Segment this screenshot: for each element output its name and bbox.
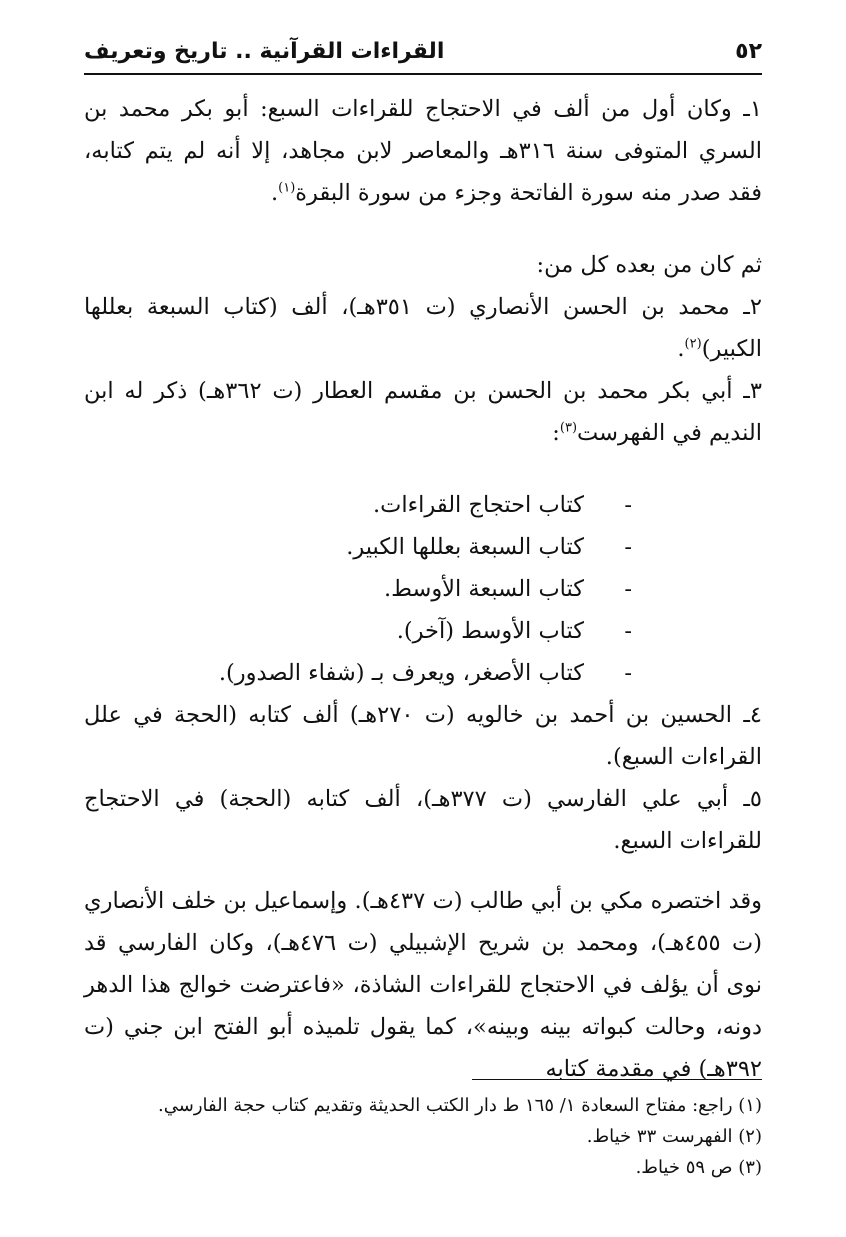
paragraph-4-text: ٣ـ أبي بكر محمد بن الحسن بن مقسم العطار (ت ٣٦٢هـ) ذكر له ابن النديم في الفهرست [84, 378, 762, 446]
page-header [84, 34, 762, 68]
list-item [84, 484, 632, 526]
paragraph-3-text: ٢ـ محمد بن الحسن الأنصاري (ت ٣٥١هـ)، ألف (كتاب السبعة بعللها الكبير) [84, 294, 762, 362]
footnote-3: (٣) ص ٥٩ خياط. [635, 1157, 762, 1178]
list-item [84, 652, 632, 694]
list-item [84, 568, 632, 610]
book-title: كتاب الأصغر، ويعرف بـ (شفاء الصدور). [218, 660, 584, 686]
paragraph-6: ٥ـ أبي علي الفارسي (ت ٣٧٧هـ)، ألف كتابه (الحجة) في الاحتجاج للقراءات السبع. [84, 786, 762, 854]
footnote-rule [472, 1079, 762, 1080]
spacer [84, 454, 762, 484]
page-number: ٥٢ [735, 38, 762, 64]
running-title: القراءات القرآنية .. تاريخ وتعريف [84, 38, 445, 64]
footnotes [84, 1090, 762, 1183]
paragraph-1-text: ١ـ وكان أول من ألف في الاحتجاج للقراءات السبع: أبو بكر محمد بن السري المتوفى سنة ٣١٦هـ والمعاصر لابن مجاهد، إلا أنه لم يتم كتابه، فقد صدر منه سورة الفاتحة وجزء من سورة البقرة [84, 96, 763, 206]
bullet-dash: - [624, 534, 632, 560]
bullet-dash: - [624, 492, 632, 518]
book-title: كتاب احتجاج القراءات. [372, 492, 584, 518]
spacer [84, 862, 762, 880]
paragraph-3-end: . [677, 336, 685, 362]
list-item [84, 610, 632, 652]
book-title: كتاب الأوسط (آخر). [396, 618, 584, 644]
paragraph-1 [84, 88, 762, 214]
paragraph-5: ٤ـ الحسين بن أحمد بن خالويه (ت ٢٧٠هـ) ألف كتابه (الحجة في علل القراءات السبع). [84, 702, 762, 770]
list-item [84, 526, 632, 568]
book-list [84, 484, 762, 694]
bullet-dash: - [624, 660, 632, 686]
footnote-1: (١) راجع: مفتاح السعادة ١/ ١٦٥ ط دار الكتب الحديثة وتقديم كتاب حجة الفارسي. [158, 1095, 762, 1116]
paragraph-2: ثم كان من بعده كل من: [536, 252, 762, 278]
main-text [84, 88, 762, 1090]
footnote-2: (٢) الفهرست ٣٣ خياط. [586, 1126, 762, 1147]
bullet-dash: - [624, 576, 632, 602]
book-title: كتاب السبعة الأوسط. [383, 576, 584, 602]
book-title: كتاب السبعة بعللها الكبير. [346, 534, 584, 560]
paragraph-1-end: . [270, 180, 279, 206]
header-rule [84, 73, 762, 75]
paragraph-4-end: : [552, 420, 560, 446]
footnote-ref-2: (٢) [684, 336, 702, 352]
footnote-ref-3: (٣) [559, 420, 578, 436]
footnote-ref-1: (١) [278, 180, 296, 196]
paragraph-7: وقد اختصره مكي بن أبي طالب (ت ٤٣٧هـ). وإسماعيل بن خلف الأنصاري (ت ٤٥٥هـ)، ومحمد بن شريح الإشبيلي (ت ٤٧٦هـ)، وكان الفارسي قد نوى أن يؤلف في الاحتجاج للقراءات الشاذة، «فاعترضت خوالج هذا الدهر دونه، وحالت كبواته بينه وبينه»، كما يقول تلميذه أبو الفتح ابن جني (ت ٣٩٢هـ) في مقدمة كتابه [84, 888, 762, 1082]
paragraph-4 [84, 370, 762, 454]
bullet-dash: - [624, 618, 632, 644]
paragraph-3 [84, 286, 762, 370]
spacer [84, 214, 762, 244]
